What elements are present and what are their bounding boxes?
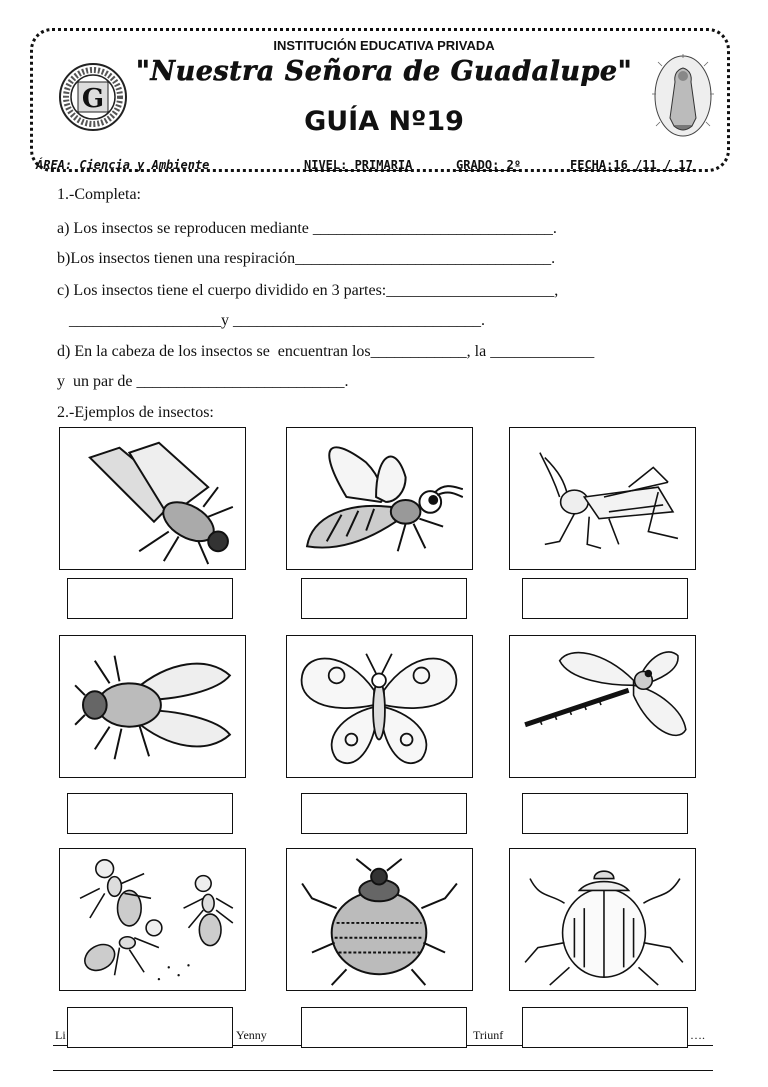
answer-box[interactable] bbox=[522, 1007, 688, 1048]
insect-card bbox=[59, 848, 246, 991]
question-1a: a) Los insectos se reproducen mediante ______________________________. bbox=[57, 220, 557, 237]
insect-card bbox=[509, 635, 696, 778]
insect-card bbox=[509, 848, 696, 991]
question-1b: b)Los insectos tienen una respiración________________________________. bbox=[57, 250, 556, 267]
answer-box[interactable] bbox=[67, 1007, 233, 1048]
insect-card bbox=[286, 848, 473, 991]
ladybug-icon bbox=[287, 849, 472, 990]
dragonfly-icon bbox=[510, 636, 695, 777]
guide-title: GUÍA Nº19 bbox=[304, 106, 464, 137]
answer-box[interactable] bbox=[301, 1007, 467, 1048]
question-1c-continued: ___________________y _______________________________. bbox=[57, 312, 485, 329]
virgin-guadalupe-icon bbox=[650, 54, 716, 138]
insect-card bbox=[286, 635, 473, 778]
fly-icon bbox=[60, 428, 245, 569]
bee-icon bbox=[287, 428, 472, 569]
ants-icon bbox=[60, 849, 245, 990]
footer-bottom-line bbox=[53, 1070, 713, 1071]
answer-box[interactable] bbox=[522, 578, 688, 619]
nivel-label: NIVEL: PRIMARIA bbox=[304, 158, 413, 172]
insect-card bbox=[286, 427, 473, 570]
answer-box[interactable] bbox=[522, 793, 688, 834]
insect-card bbox=[509, 427, 696, 570]
footer-left-text: Li bbox=[55, 1028, 66, 1042]
beetle-icon bbox=[510, 849, 695, 990]
area-label: ÁREA: Ciencia y Ambiente bbox=[36, 158, 210, 172]
footer-right-text: Triunf bbox=[473, 1028, 504, 1042]
question-1-title: 1.-Completa: bbox=[57, 186, 141, 203]
insect-card bbox=[59, 427, 246, 570]
question-2-title: 2.-Ejemplos de insectos: bbox=[57, 404, 214, 421]
footer-ellipsis: …. bbox=[690, 1028, 705, 1042]
fecha-label: FECHA:16 /11 / 17 bbox=[570, 158, 693, 172]
institution-label: INSTITUCIÓN EDUCATIVA PRIVADA bbox=[273, 38, 495, 53]
answer-box[interactable] bbox=[301, 578, 467, 619]
butterfly-icon bbox=[287, 636, 472, 777]
question-1c: c) Los insectos tiene el cuerpo dividido en 3 partes:_____________________, bbox=[57, 282, 559, 299]
insect-card bbox=[59, 635, 246, 778]
answer-box[interactable] bbox=[301, 793, 467, 834]
footer-middle-text: Yenny bbox=[236, 1028, 267, 1042]
answer-box[interactable] bbox=[67, 793, 233, 834]
school-name: "Nuestra Señora de Guadalupe" bbox=[135, 56, 633, 87]
logo-letter: G bbox=[81, 84, 105, 114]
answer-box[interactable] bbox=[67, 578, 233, 619]
question-1d-continued: y un par de __________________________. bbox=[57, 373, 349, 390]
grado-label: GRADO: 2º bbox=[456, 158, 522, 172]
housefly-icon bbox=[60, 636, 245, 777]
question-1d: d) En la cabeza de los insectos se encuentran los____________, la _____________ bbox=[57, 343, 595, 360]
grasshopper-icon bbox=[510, 428, 695, 569]
school-logo-icon bbox=[58, 62, 128, 132]
